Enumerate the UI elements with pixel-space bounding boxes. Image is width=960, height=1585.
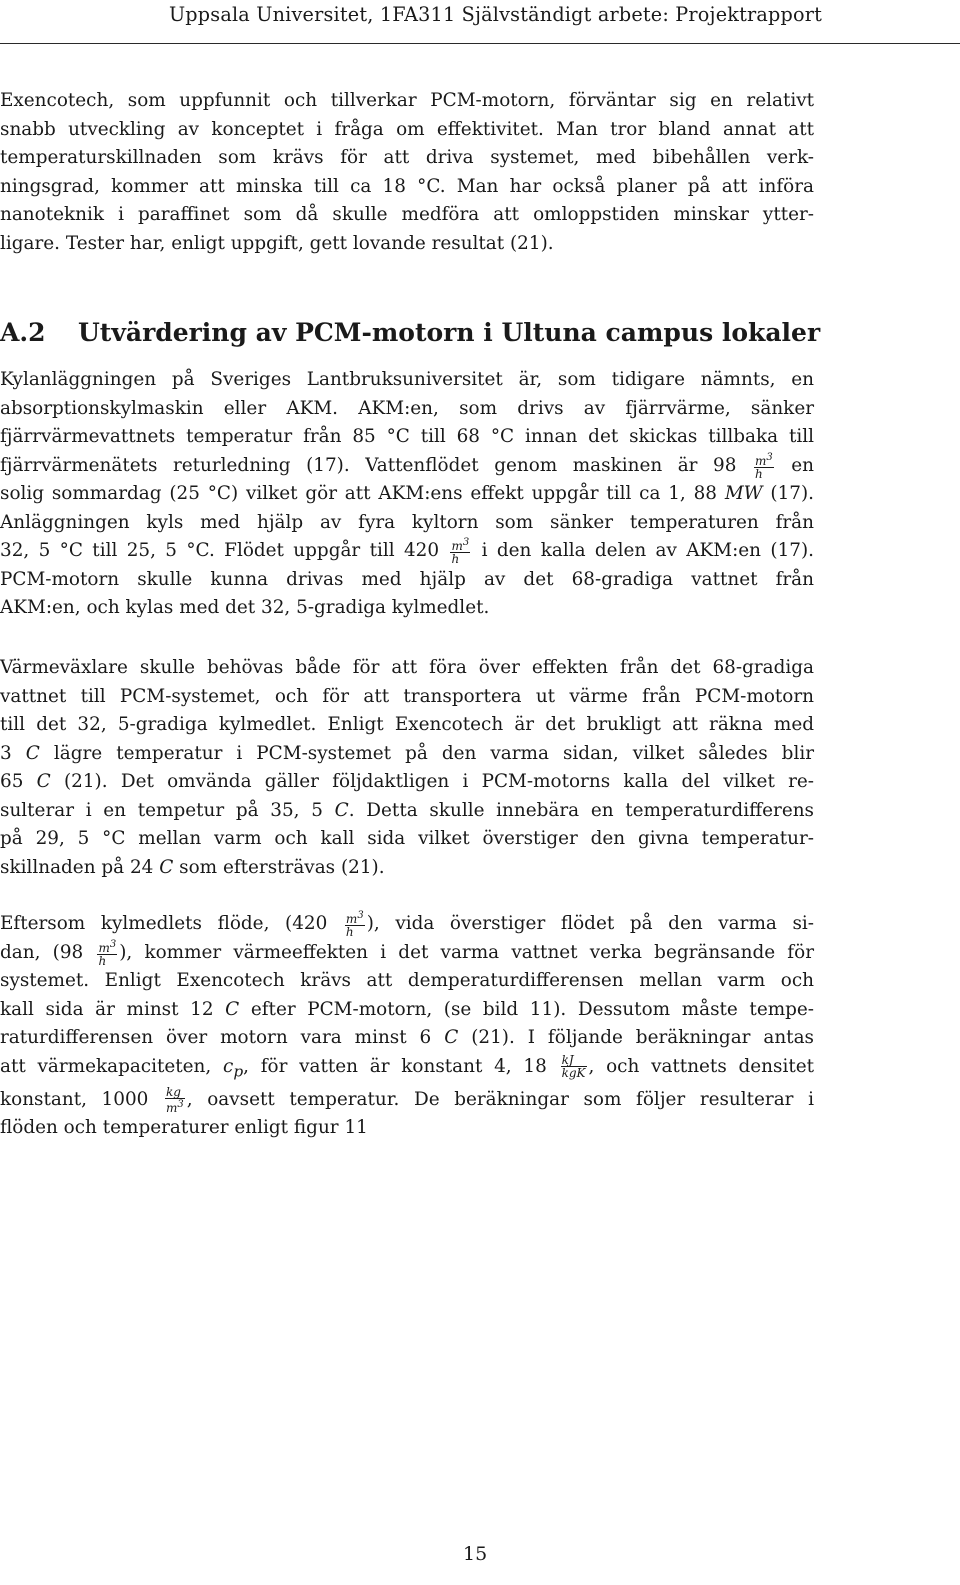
text-line: flöden och temperaturer enligt figur 11	[0, 1117, 368, 1139]
text-line: snabb utveckling av konceptet i fråga om effektivitet. Man tror bland annat att	[0, 118, 814, 140]
text-line: vattnet till PCM-systemet, och för att transportera ut värme från PCM-motorn	[0, 685, 814, 707]
text-line: solig sommardag (25 °C) vilket gör att AKM:ens effekt uppgår till ca 1, 88 MW (17).	[0, 483, 814, 504]
text-line: ningsgrad, kommer att minska till ca 18 °C. Man har också planer på att införa	[0, 175, 814, 197]
fraction-kj-per-kgk: $\frac{kJ}{\text{kgK}}$	[561, 1053, 586, 1080]
text-line: 65 C (21). Det omvända gäller följdaktligen i PCM-motorns kalla del vilket re-	[0, 771, 814, 792]
fraction-kg-per-m3: $\frac{kg}{m^3}$	[165, 1084, 184, 1115]
text-line: Eftersom kylmedlets flöde, (420 $\frac{m^3}{h}$ ), vida överstiger flödet på den varma si-	[0, 910, 814, 939]
intro-paragraph	[0, 87, 814, 258]
text-line: skillnaden på 24 C som eftersträvas (21).	[0, 856, 385, 878]
section-title: Utvärdering av PCM-motorn i Ultuna campus lokaler	[78, 318, 821, 347]
text-line: till det 32, 5-gradiga kylmedlet. Enligt Exencotech är det brukligt att räkna med	[0, 714, 814, 735]
text-line: systemet. Enligt Exencotech krävs att demperaturdifferensen mellan varm och	[0, 970, 814, 991]
text-line: temperaturskillnaden som krävs för att driva systemet, med bibehållen verk-	[0, 147, 814, 168]
fraction-m3-per-h: $\frac{m^3}{h}$	[345, 910, 364, 939]
text-line: absorptionskylmaskin eller AKM. AKM:en, som drivs av fjärrvärme, sänker	[0, 397, 814, 419]
text-line: nanoteknik i paraffinet som då skulle medföra att omloppstiden minskar ytter-	[0, 204, 814, 225]
text-line: fjärrvärmevattnets temperatur från 85 °C till 68 °C innan det skickas tillbaka till	[0, 426, 814, 447]
fraction-m3-per-h: $\frac{m^3}{h}$	[98, 938, 117, 968]
section-heading	[0, 318, 820, 347]
fraction-m3-per-h: $\frac{m^3}{h}$	[451, 537, 470, 566]
text-line: 32, 5 °C till 25, 5 °C. Flödet uppgår till 420 $\frac{m^3}{h}$ i den kalla delen av AKM:en (17).	[0, 537, 814, 566]
text-line: fjärrvärmenätets returledning (17). Vattenflödet genom maskinen är 98 $\frac{m^3}{h}$ en	[0, 451, 814, 481]
text-line: Anläggningen kyls med hjälp av fyra kyltorn som sänker temperaturen från	[0, 511, 814, 533]
section-number: A.2	[0, 318, 46, 347]
text-line: på 29, 5 °C mellan varm och kall sida vilket överstiger den givna temperatur-	[0, 828, 814, 849]
section-paragraph-1	[0, 366, 814, 623]
text-line: ligare. Tester har, enligt uppgift, gett lovande resultat (21).	[0, 232, 554, 254]
text-line: Exencotech, som uppfunnit och tillverkar PCM-motorn, förväntar sig en relativt	[0, 90, 814, 111]
text-line: 3 C lägre temperatur i PCM-systemet på den varma sidan, vilket således blir	[0, 742, 814, 764]
page-number: 15	[463, 1543, 488, 1565]
text-line: att värmekapaciteten, $c_p$, för vatten är konstant 4, 18 $\frac{kJ}{\text{kgK}}$ , och vattnets densitet	[0, 1053, 814, 1081]
running-title: Uppsala Universitet, 1FA311 Självständigt arbete: Projektrapport	[168, 3, 822, 26]
section-paragraph-2	[0, 654, 814, 882]
text-line: sulterar i en tempetur på 35, 5 C. Detta skulle innebära en temperaturdifferens	[0, 799, 814, 821]
text-line: PCM-motorn skulle kunna drivas med hjälp av det 68-gradiga vattnet från	[0, 568, 814, 590]
text-line: dan, (98 $\frac{m^3}{h}$ ), kommer värmeeffekten i det varma vattnet verka begränsande för	[0, 938, 814, 968]
text-line: kall sida är minst 12 C efter PCM-motorn, (se bild 11). Dessutom måste tempe-	[0, 998, 815, 1020]
section-paragraph-3	[0, 910, 814, 1143]
fraction-m3-per-h: $\frac{m^3}{h}$	[754, 451, 773, 481]
text-line: Kylanläggningen på Sveriges Lantbruksuniversitet är, som tidigare nämnts, en	[0, 369, 814, 390]
text-line: raturdifferensen över motorn vara minst 6 C (21). I följande beräkningar antas	[0, 1027, 814, 1048]
running-header	[0, 0, 960, 44]
text-line: konstant, 1000 $\frac{kg}{m^3}$ , oavsett temperatur. De beräkningar som följer resulterar i	[0, 1084, 814, 1115]
text-line: Värmeväxlare skulle behövas både för att föra över effekten från det 68-gradiga	[0, 657, 814, 678]
text-line: AKM:en, och kylas med det 32, 5-gradiga kylmedlet.	[0, 597, 490, 618]
